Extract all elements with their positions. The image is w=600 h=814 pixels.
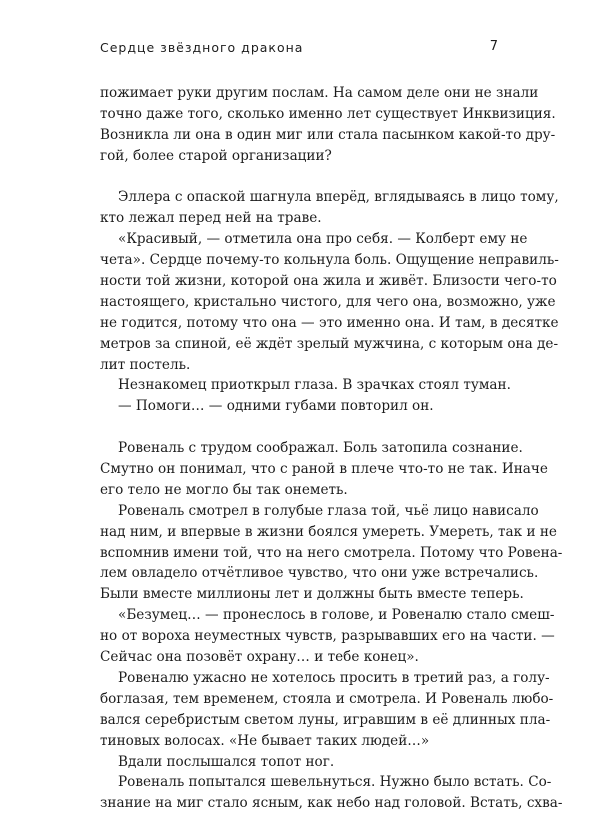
text-line: знание на миг стало ясным, как небо над головой. Встать, схва- [100,795,563,812]
section-break [100,167,498,188]
text-line: над ним, и впервые в жизни боялся умереть. Умереть, так и не [100,523,557,540]
text-line: лем овладело отчётливое чувство, что они уже встречались. [100,565,539,582]
running-title: Сердце звёздного дракона [100,40,304,55]
text-line: не годится, потому что она — это именно она. И там, в десятке [100,314,559,331]
text-line: Возникла ли она в один миг или стала пасынком какой-то дру- [100,126,556,143]
text-line: Смутно он понимал, что с раной в плече что-то не так. Иначе [100,461,548,478]
text-line: лит постель. [100,356,191,373]
text-line: вался серебристым светом луны, игравшим в её длинных пла- [100,711,551,728]
page-header [100,40,498,60]
text-line: — Помоги… — одними губами повторил он. [118,398,434,415]
page-number: 7 [489,39,498,54]
text-line: но от вороха неуместных чувств, разрывавших его на части. — [100,628,555,645]
text-line: Ровеналю ужасно не хотелось просить в третий раз, а голу- [118,669,550,686]
section-break [100,417,498,438]
text-line: кто лежал перед ней на траве. [100,210,322,227]
text-line: Сейчас она позовёт охрану… и тебе конец». [100,649,419,666]
text-line: точно даже того, сколько именно лет существует Инквизиция. [100,105,556,122]
text-line: вспомнив имени той, что на него смотрела. Потому что Ровена- [100,544,563,561]
text-line: метров за спиной, её ждёт зрелый мужчина, с которым она де- [100,335,559,352]
text-line: боглазая, тем временем, стояла и смотрела. И Ровеналь любо- [100,690,554,707]
text-line: «Красивый, — отметила она про себя. — Колберт ему не [118,231,528,248]
text-line: Вдали послышался топот ног. [118,753,335,770]
text-line: Эллера с опаской шагнула вперёд, вглядываясь в лицо тому, [118,189,559,206]
text-line: ности той жизни, которой она жила и живёт. Близости чего-то [100,273,557,290]
text-line: Ровеналь попытался шевельнуться. Нужно было встать. Со- [118,774,552,791]
text-line: Были вместе миллионы лет и должны быть вместе теперь. [100,586,524,603]
text-line: гой, более старой организации? [100,147,332,164]
text-line: Ровеналь смотрел в голубые глаза той, чьё лицо нависало [118,502,539,519]
text-line: чета». Сердце почему-то кольнула боль. Ощущение неправиль- [100,252,559,269]
body-text [100,83,563,814]
text-line: пожимает руки другим послам. На самом деле они не знали [100,85,539,101]
text-line: тиновых волосах. «Не бывает таких людей…» [100,732,430,749]
text-line: Незнакомец приоткрыл глаза. В зрачках стоял туман. [118,377,511,394]
text-line: Ровеналь с трудом соображал. Боль затопила сознание. [118,440,523,457]
text-line: его тело не могло бы так онеметь. [100,481,348,498]
text-line: «Безумец… — пронеслось в голове, и Ровеналю стало смеш- [118,607,555,624]
text-line: настоящего, кристально чистого, для чего она, возможно, уже [100,293,556,310]
